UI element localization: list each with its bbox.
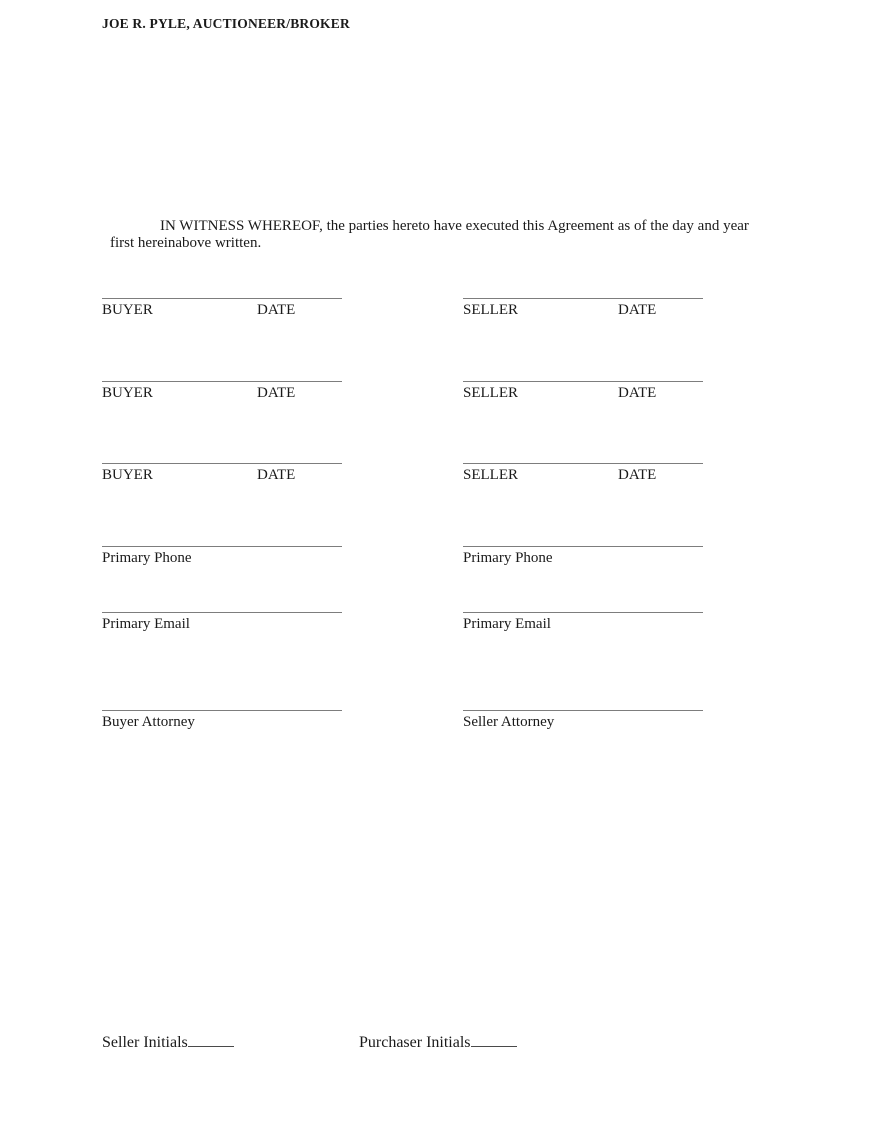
seller-email-labels (463, 616, 703, 634)
seller-attorney-labels (463, 714, 703, 732)
buyer-signature-labels-3 (102, 467, 342, 485)
date-label: DATE (618, 385, 657, 401)
buyer-phone-labels (102, 550, 342, 568)
date-label: DATE (257, 467, 296, 483)
buyer-signature-labels-1 (102, 302, 342, 320)
seller-label: SELLER (463, 385, 518, 401)
seller-email-line[interactable] (463, 612, 703, 613)
buyer-signature-line-2[interactable] (102, 381, 342, 382)
witness-clause: IN WITNESS WHEREOF, the parties hereto have executed this Agreement as of the day and year first hereinabove written. (110, 218, 749, 251)
buyer-attorney-block (102, 710, 342, 732)
seller-signature-block-1 (463, 298, 703, 320)
purchaser-initials-label: Purchaser Initials (359, 1034, 471, 1051)
seller-email-block (463, 612, 703, 634)
buyer-phone-line[interactable] (102, 546, 342, 547)
date-label: DATE (618, 302, 657, 318)
buyer-label: BUYER (102, 467, 153, 483)
buyer-signature-line-1[interactable] (102, 298, 342, 299)
seller-phone-line[interactable] (463, 546, 703, 547)
seller-initials-blank[interactable] (188, 1029, 234, 1047)
seller-attorney-label: Seller Attorney (463, 714, 555, 730)
seller-initials (102, 1029, 234, 1052)
date-label: DATE (257, 385, 296, 401)
buyer-signature-block-1 (102, 298, 342, 320)
seller-signature-line-2[interactable] (463, 381, 703, 382)
seller-signature-line-1[interactable] (463, 298, 703, 299)
date-label: DATE (257, 302, 296, 318)
purchaser-initials-blank[interactable] (471, 1029, 517, 1047)
primary-phone-label: Primary Phone (463, 550, 553, 566)
buyer-attorney-labels (102, 714, 342, 732)
buyer-email-line[interactable] (102, 612, 342, 613)
seller-initials-label: Seller Initials (102, 1034, 188, 1051)
buyer-phone-block (102, 546, 342, 568)
primary-email-label: Primary Email (102, 616, 190, 632)
buyer-signature-block-2 (102, 381, 342, 403)
buyer-attorney-line[interactable] (102, 710, 342, 711)
seller-label: SELLER (463, 302, 518, 318)
buyer-label: BUYER (102, 302, 153, 318)
purchaser-initials (359, 1029, 517, 1052)
primary-phone-label: Primary Phone (102, 550, 192, 566)
buyer-attorney-label: Buyer Attorney (102, 714, 195, 730)
seller-phone-labels (463, 550, 703, 568)
buyer-email-block (102, 612, 342, 634)
seller-signature-labels-1 (463, 302, 703, 320)
seller-signature-block-3 (463, 463, 703, 485)
seller-attorney-block (463, 710, 703, 732)
broker-header: JOE R. PYLE, AUCTIONEER/BROKER (102, 16, 350, 31)
seller-attorney-line[interactable] (463, 710, 703, 711)
seller-signature-labels-3 (463, 467, 703, 485)
buyer-email-labels (102, 616, 342, 634)
buyer-label: BUYER (102, 385, 153, 401)
buyer-signature-line-3[interactable] (102, 463, 342, 464)
buyer-signature-labels-2 (102, 385, 342, 403)
buyer-signature-block-3 (102, 463, 342, 485)
date-label: DATE (618, 467, 657, 483)
seller-phone-block (463, 546, 703, 568)
seller-signature-line-3[interactable] (463, 463, 703, 464)
primary-email-label: Primary Email (463, 616, 551, 632)
seller-label: SELLER (463, 467, 518, 483)
seller-signature-block-2 (463, 381, 703, 403)
seller-signature-labels-2 (463, 385, 703, 403)
